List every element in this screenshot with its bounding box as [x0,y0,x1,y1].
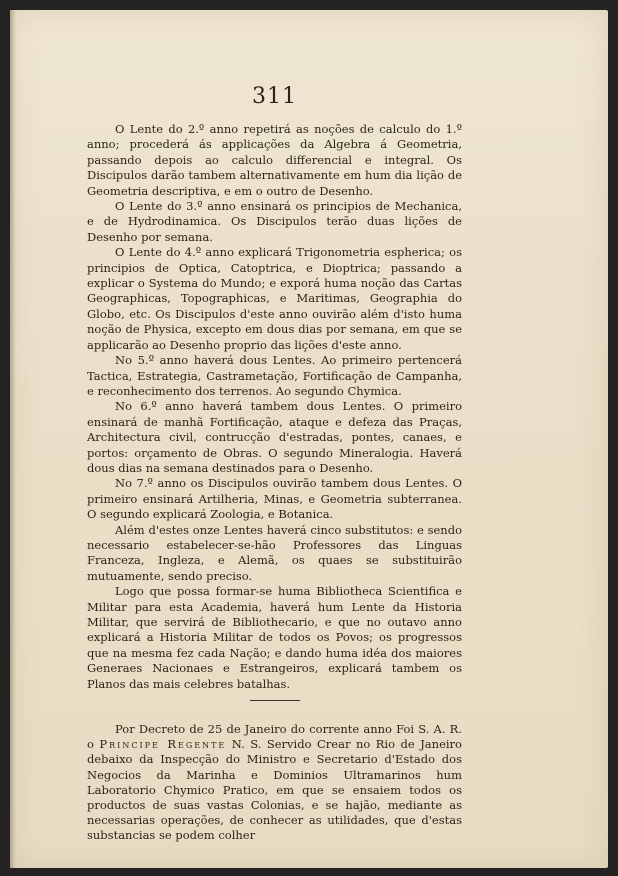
decree-title: Principe Regente [99,737,227,752]
decree-text-after: N. S. Servido Crear no Rio de Janeiro debaixo da Inspecção do Ministro e Secretario d'Estado dos Negocios da Marinha e Dominios Ultramarinos hum Laboratorio Chymico Pratico, em que se ensaiem todos os productos de suas vastas Colonias, e se hajão, mediante as necessarias operações, de conhecer as utilidades, que d'estas substancias se podem colher [87,737,462,843]
paragraph-decree [87,722,462,844]
paragraph-lente-4: O Lente do 4.º anno explicará Trigonometria espherica; os principios de Optica, Catoptrica, e Dioptrica; passando a explicar o Systema do Mundo; e exporá huma noção das Cartas Geographicas, Topographicas, e Maritimas, Geographia do Globo, etc. Os Discipulos d'este anno ouvirão além d'isto huma noção de Physica, excepto em dous dias por semana, em que se applicarão ao Desenho proprio das lições d'este anno. [87,245,462,352]
decree-text-before: Por Decreto de 25 de Janeiro do corrente anno Foi S. A. R. o [87,722,462,752]
page-number: 311 [252,84,297,109]
paragraph-anno-5: No 5.º anno haverá dous Lentes. Ao primeiro pertencerá Tactica, Estrategia, Castrametação, Fortificação de Campanha, e reconhecimento dos terrenos. Ao segundo Chymica. [87,353,462,398]
paragraph-bibliotheca: Logo que possa formar-se huma Bibliotheca Scientifica e Militar para esta Academia, haverá hum Lente da Historia Militar, que servirá de Bibliothecario, e que no outavo anno explicará a Historia Militar de todos os Povos; os progressos que na mesma fez cada Nação; e dando huma idéa dos maiores Generaes Nacionaes e Estrangeiros, explicará tambem os Planos das mais celebres batalhas. [87,584,462,691]
paragraph-anno-6: No 6.º anno haverá tambem dous Lentes. O primeiro ensinará de manhã Fortificação, ataque e defeza das Praças, Architectura civil, contrucção d'estradas, pontes, canaes, e portos: orçamento de Obras. O segundo Mineralogia. Haverá dous dias na semana destinados para o Desenho. [87,399,462,475]
paragraph-lente-3: O Lente do 3.º anno ensinará os principios de Mechanica, e de Hydrodinamica. Os Discipulos terão duas lições de Desenho por semana. [87,199,462,244]
paragraph-anno-7: No 7.º anno os Discipulos ouvirão tambem dous Lentes. O primeiro ensinará Artilheria, Minas, e Geometria subterranea. O segundo explicará Zoologia, e Botanica. [87,476,462,522]
section-divider [250,700,300,701]
paragraph-lente-2: O Lente do 2.º anno repetirá as noções de calculo do 1.º anno; procederá ás applicações da Algebra á Geometria, passando depois ao calculo differencial e integral. Os Discipulos darão tambem alternativamente em hum dia lição de Geometria descriptiva, e em o outro de Desenho. [87,122,462,198]
page-gutter [10,10,16,868]
paragraph-substitutos: Além d'estes onze Lentes haverá cinco substitutos: e sendo necessario estabelecer-se-hão Professores das Linguas Franceza, Ingleza, e Alemã, os quaes se substituirão mutuamente, sendo preciso. [87,522,462,583]
body-text [87,122,462,844]
